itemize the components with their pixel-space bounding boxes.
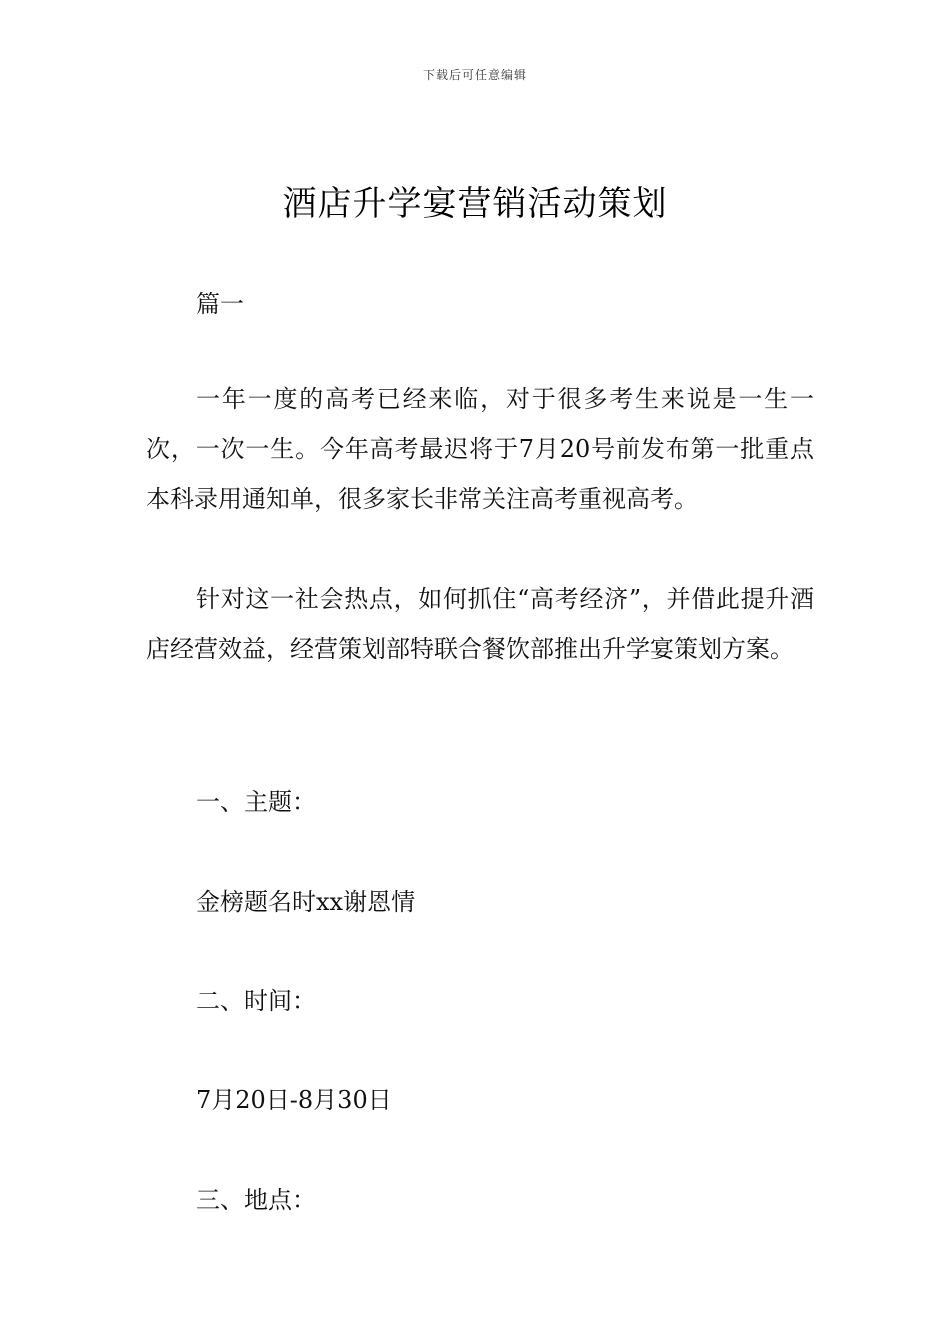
document-title: 酒店升学宴营销活动策划 — [282, 184, 668, 224]
header-note: 下载后可任意编辑 — [422, 68, 527, 82]
heading-theme: 一、主题： — [196, 788, 316, 816]
theme-text: 金榜题名时xx谢恩情 — [196, 888, 416, 916]
heading-location: 三、地点： — [196, 1186, 316, 1214]
heading-time: 二、时间： — [196, 987, 316, 1015]
time-text: 7月20日-8月30日 — [196, 1086, 392, 1114]
section-label: 篇一 — [196, 290, 244, 318]
strategy-paragraph: 针对这一社会热点，如何抓住“高考经济”，并借此提升酒店经营效益，经营策划部特联合餐饮部推出升学宴策划方案。 — [146, 585, 814, 663]
intro-paragraph: 一年一度的高考已经来临，对于很多考生来说是一生一次，一次一生。今年高考最迟将于7月20号前发布第一批重点本科录用通知单，很多家长非常关注高考重视高考。 — [146, 385, 814, 513]
